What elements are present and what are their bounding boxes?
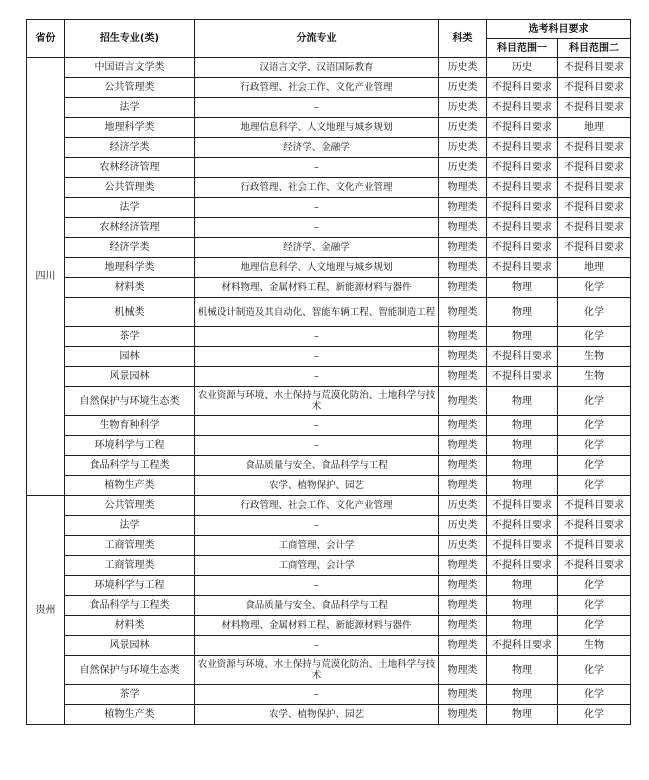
table-row: [27, 685, 631, 705]
split-major-cell: 地理信息科学、人文地理与城乡规划: [195, 258, 439, 278]
split-major-cell: 农业资源与环境、水土保持与荒漠化防治、土地科学与技术: [195, 387, 439, 416]
range-one-cell: 物理: [487, 416, 558, 436]
range-two-cell: 不提科目要求: [558, 238, 631, 258]
range-two-cell: 生物: [558, 367, 631, 387]
range-two-cell: 化学: [558, 685, 631, 705]
header-major: 招生专业(类): [65, 20, 195, 58]
major-cell: 中国语言文学类: [65, 58, 195, 78]
split-major-cell: –: [195, 576, 439, 596]
split-major-cell: –: [195, 327, 439, 347]
range-two-cell: 化学: [558, 327, 631, 347]
table-row: [27, 387, 631, 416]
category-cell: 物理类: [439, 705, 487, 725]
category-cell: 历史类: [439, 158, 487, 178]
table-row: [27, 636, 631, 656]
range-one-cell: 不提科目要求: [487, 78, 558, 98]
table-row: [27, 616, 631, 636]
range-one-cell: 物理: [487, 616, 558, 636]
header-province: 省份: [27, 20, 65, 58]
category-cell: 物理类: [439, 456, 487, 476]
range-one-cell: 不提科目要求: [487, 98, 558, 118]
major-cell: 风景园林: [65, 636, 195, 656]
category-cell: 物理类: [439, 576, 487, 596]
header-subject-requirements: 选考科目要求: [487, 20, 631, 39]
province-cell: 贵州: [27, 496, 65, 725]
range-two-cell: 不提科目要求: [558, 556, 631, 576]
range-one-cell: 物理: [487, 278, 558, 298]
table-row: [27, 198, 631, 218]
range-one-cell: 物理: [487, 456, 558, 476]
range-one-cell: 不提科目要求: [487, 496, 558, 516]
range-one-cell: 物理: [487, 685, 558, 705]
range-two-cell: 化学: [558, 387, 631, 416]
category-cell: 历史类: [439, 496, 487, 516]
major-cell: 材料类: [65, 278, 195, 298]
major-cell: 法学: [65, 516, 195, 536]
table-row: [27, 78, 631, 98]
range-two-cell: 不提科目要求: [558, 58, 631, 78]
range-one-cell: 不提科目要求: [487, 218, 558, 238]
table-row: [27, 178, 631, 198]
range-one-cell: 不提科目要求: [487, 347, 558, 367]
major-cell: 工商管理类: [65, 556, 195, 576]
range-one-cell: 物理: [487, 656, 558, 685]
range-one-cell: 不提科目要求: [487, 138, 558, 158]
major-cell: 经济学类: [65, 138, 195, 158]
major-cell: 风景园林: [65, 367, 195, 387]
split-major-cell: –: [195, 416, 439, 436]
range-one-cell: 物理: [487, 327, 558, 347]
category-cell: 物理类: [439, 198, 487, 218]
table-row: [27, 298, 631, 327]
table-row: [27, 347, 631, 367]
major-cell: 机械类: [65, 298, 195, 327]
range-two-cell: 化学: [558, 616, 631, 636]
table-row: [27, 416, 631, 436]
range-two-cell: 生物: [558, 636, 631, 656]
category-cell: 物理类: [439, 347, 487, 367]
split-major-cell: –: [195, 367, 439, 387]
major-cell: 自然保护与环境生态类: [65, 656, 195, 685]
major-cell: 农林经济管理: [65, 218, 195, 238]
table-row: [27, 118, 631, 138]
major-cell: 环境科学与工程: [65, 436, 195, 456]
admission-table: [26, 19, 631, 725]
major-cell: 法学: [65, 198, 195, 218]
split-major-cell: 工商管理、会计学: [195, 556, 439, 576]
table-row: [27, 278, 631, 298]
range-two-cell: 不提科目要求: [558, 496, 631, 516]
range-one-cell: 不提科目要求: [487, 258, 558, 278]
major-cell: 食品科学与工程类: [65, 456, 195, 476]
major-cell: 环境科学与工程: [65, 576, 195, 596]
range-one-cell: 不提科目要求: [487, 178, 558, 198]
category-cell: 物理类: [439, 278, 487, 298]
split-major-cell: –: [195, 198, 439, 218]
split-major-cell: –: [195, 347, 439, 367]
major-cell: 农林经济管理: [65, 158, 195, 178]
category-cell: 物理类: [439, 327, 487, 347]
split-major-cell: 经济学、金融学: [195, 138, 439, 158]
range-one-cell: 物理: [487, 298, 558, 327]
split-major-cell: –: [195, 218, 439, 238]
category-cell: 历史类: [439, 536, 487, 556]
header-range-two: 科目范围二: [558, 39, 631, 58]
range-one-cell: 不提科目要求: [487, 367, 558, 387]
split-major-cell: –: [195, 98, 439, 118]
split-major-cell: 材料物理、金属材料工程、新能源材料与器件: [195, 278, 439, 298]
table-row: [27, 576, 631, 596]
category-cell: 物理类: [439, 436, 487, 456]
major-cell: 食品科学与工程类: [65, 596, 195, 616]
category-cell: 物理类: [439, 298, 487, 327]
range-one-cell: 不提科目要求: [487, 636, 558, 656]
major-cell: 园林: [65, 347, 195, 367]
category-cell: 物理类: [439, 656, 487, 685]
split-major-cell: –: [195, 516, 439, 536]
split-major-cell: 农业资源与环境、水土保持与荒漠化防治、土地科学与技术: [195, 656, 439, 685]
range-one-cell: 物理: [487, 436, 558, 456]
range-two-cell: 不提科目要求: [558, 198, 631, 218]
category-cell: 物理类: [439, 367, 487, 387]
range-two-cell: 化学: [558, 596, 631, 616]
table-row: [27, 656, 631, 685]
range-one-cell: 不提科目要求: [487, 198, 558, 218]
split-major-cell: 经济学、金融学: [195, 238, 439, 258]
range-two-cell: 化学: [558, 416, 631, 436]
table-row: [27, 705, 631, 725]
major-cell: 植物生产类: [65, 476, 195, 496]
range-two-cell: 地理: [558, 258, 631, 278]
table-header: [27, 20, 631, 58]
range-two-cell: 化学: [558, 476, 631, 496]
split-major-cell: 汉语言文学、汉语国际教育: [195, 58, 439, 78]
range-two-cell: 化学: [558, 656, 631, 685]
category-cell: 历史类: [439, 58, 487, 78]
split-major-cell: 工商管理、会计学: [195, 536, 439, 556]
range-one-cell: 物理: [487, 705, 558, 725]
major-cell: 茶学: [65, 685, 195, 705]
table-row: [27, 258, 631, 278]
header-split-major: 分流专业: [195, 20, 439, 58]
table-row: [27, 456, 631, 476]
split-major-cell: 材料物理、金属材料工程、新能源材料与器件: [195, 616, 439, 636]
category-cell: 物理类: [439, 616, 487, 636]
table-row: [27, 367, 631, 387]
major-cell: 地理科学类: [65, 258, 195, 278]
category-cell: 历史类: [439, 78, 487, 98]
category-cell: 物理类: [439, 258, 487, 278]
major-cell: 公共管理类: [65, 78, 195, 98]
category-cell: 物理类: [439, 416, 487, 436]
split-major-cell: 食品质量与安全、食品科学与工程: [195, 456, 439, 476]
table-row: [27, 516, 631, 536]
split-major-cell: –: [195, 436, 439, 456]
major-cell: 公共管理类: [65, 178, 195, 198]
category-cell: 历史类: [439, 516, 487, 536]
range-one-cell: 不提科目要求: [487, 118, 558, 138]
split-major-cell: 农学、植物保护、园艺: [195, 705, 439, 725]
range-two-cell: 化学: [558, 436, 631, 456]
category-cell: 物理类: [439, 596, 487, 616]
range-two-cell: 不提科目要求: [558, 78, 631, 98]
range-one-cell: 不提科目要求: [487, 158, 558, 178]
table-row: [27, 536, 631, 556]
table-row: [27, 58, 631, 78]
table-row: [27, 218, 631, 238]
table-row: [27, 596, 631, 616]
range-two-cell: 不提科目要求: [558, 138, 631, 158]
range-one-cell: 不提科目要求: [487, 516, 558, 536]
province-cell: 四川: [27, 58, 65, 496]
major-cell: 经济学类: [65, 238, 195, 258]
category-cell: 历史类: [439, 98, 487, 118]
category-cell: 物理类: [439, 238, 487, 258]
major-cell: 地理科学类: [65, 118, 195, 138]
range-one-cell: 物理: [487, 596, 558, 616]
split-major-cell: 食品质量与安全、食品科学与工程: [195, 596, 439, 616]
category-cell: 物理类: [439, 387, 487, 416]
range-two-cell: 化学: [558, 456, 631, 476]
category-cell: 物理类: [439, 685, 487, 705]
range-one-cell: 物理: [487, 476, 558, 496]
major-cell: 自然保护与环境生态类: [65, 387, 195, 416]
range-one-cell: 不提科目要求: [487, 536, 558, 556]
major-cell: 工商管理类: [65, 536, 195, 556]
table-row: [27, 138, 631, 158]
major-cell: 茶学: [65, 327, 195, 347]
range-two-cell: 不提科目要求: [558, 178, 631, 198]
split-major-cell: 地理信息科学、人文地理与城乡规划: [195, 118, 439, 138]
range-two-cell: 地理: [558, 118, 631, 138]
range-one-cell: 物理: [487, 576, 558, 596]
range-two-cell: 化学: [558, 705, 631, 725]
range-two-cell: 不提科目要求: [558, 98, 631, 118]
category-cell: 物理类: [439, 476, 487, 496]
category-cell: 物理类: [439, 178, 487, 198]
major-cell: 植物生产类: [65, 705, 195, 725]
split-major-cell: 行政管理、社会工作、文化产业管理: [195, 178, 439, 198]
table-row: [27, 556, 631, 576]
range-two-cell: 不提科目要求: [558, 158, 631, 178]
major-cell: 生物育种科学: [65, 416, 195, 436]
header-category: 科类: [439, 20, 487, 58]
split-major-cell: 机械设计制造及其自动化、智能车辆工程、智能制造工程: [195, 298, 439, 327]
major-cell: 材料类: [65, 616, 195, 636]
split-major-cell: –: [195, 636, 439, 656]
range-one-cell: 历史: [487, 58, 558, 78]
range-two-cell: 不提科目要求: [558, 536, 631, 556]
range-one-cell: 不提科目要求: [487, 556, 558, 576]
category-cell: 物理类: [439, 218, 487, 238]
table-body: [27, 58, 631, 725]
range-two-cell: 生物: [558, 347, 631, 367]
split-major-cell: –: [195, 685, 439, 705]
table-row: [27, 327, 631, 347]
major-cell: 公共管理类: [65, 496, 195, 516]
table-row: [27, 436, 631, 456]
table-row: [27, 476, 631, 496]
range-two-cell: 化学: [558, 576, 631, 596]
table-row: [27, 158, 631, 178]
range-two-cell: 不提科目要求: [558, 218, 631, 238]
category-cell: 物理类: [439, 636, 487, 656]
header-range-one: 科目范围一: [487, 39, 558, 58]
category-cell: 历史类: [439, 138, 487, 158]
split-major-cell: –: [195, 158, 439, 178]
table-row: [27, 98, 631, 118]
category-cell: 历史类: [439, 118, 487, 138]
category-cell: 物理类: [439, 556, 487, 576]
table-row: [27, 496, 631, 516]
range-one-cell: 物理: [487, 387, 558, 416]
table-row: [27, 238, 631, 258]
split-major-cell: 行政管理、社会工作、文化产业管理: [195, 496, 439, 516]
range-two-cell: 不提科目要求: [558, 516, 631, 536]
split-major-cell: 行政管理、社会工作、文化产业管理: [195, 78, 439, 98]
split-major-cell: 农学、植物保护、园艺: [195, 476, 439, 496]
range-two-cell: 化学: [558, 298, 631, 327]
range-one-cell: 不提科目要求: [487, 238, 558, 258]
range-two-cell: 化学: [558, 278, 631, 298]
major-cell: 法学: [65, 98, 195, 118]
